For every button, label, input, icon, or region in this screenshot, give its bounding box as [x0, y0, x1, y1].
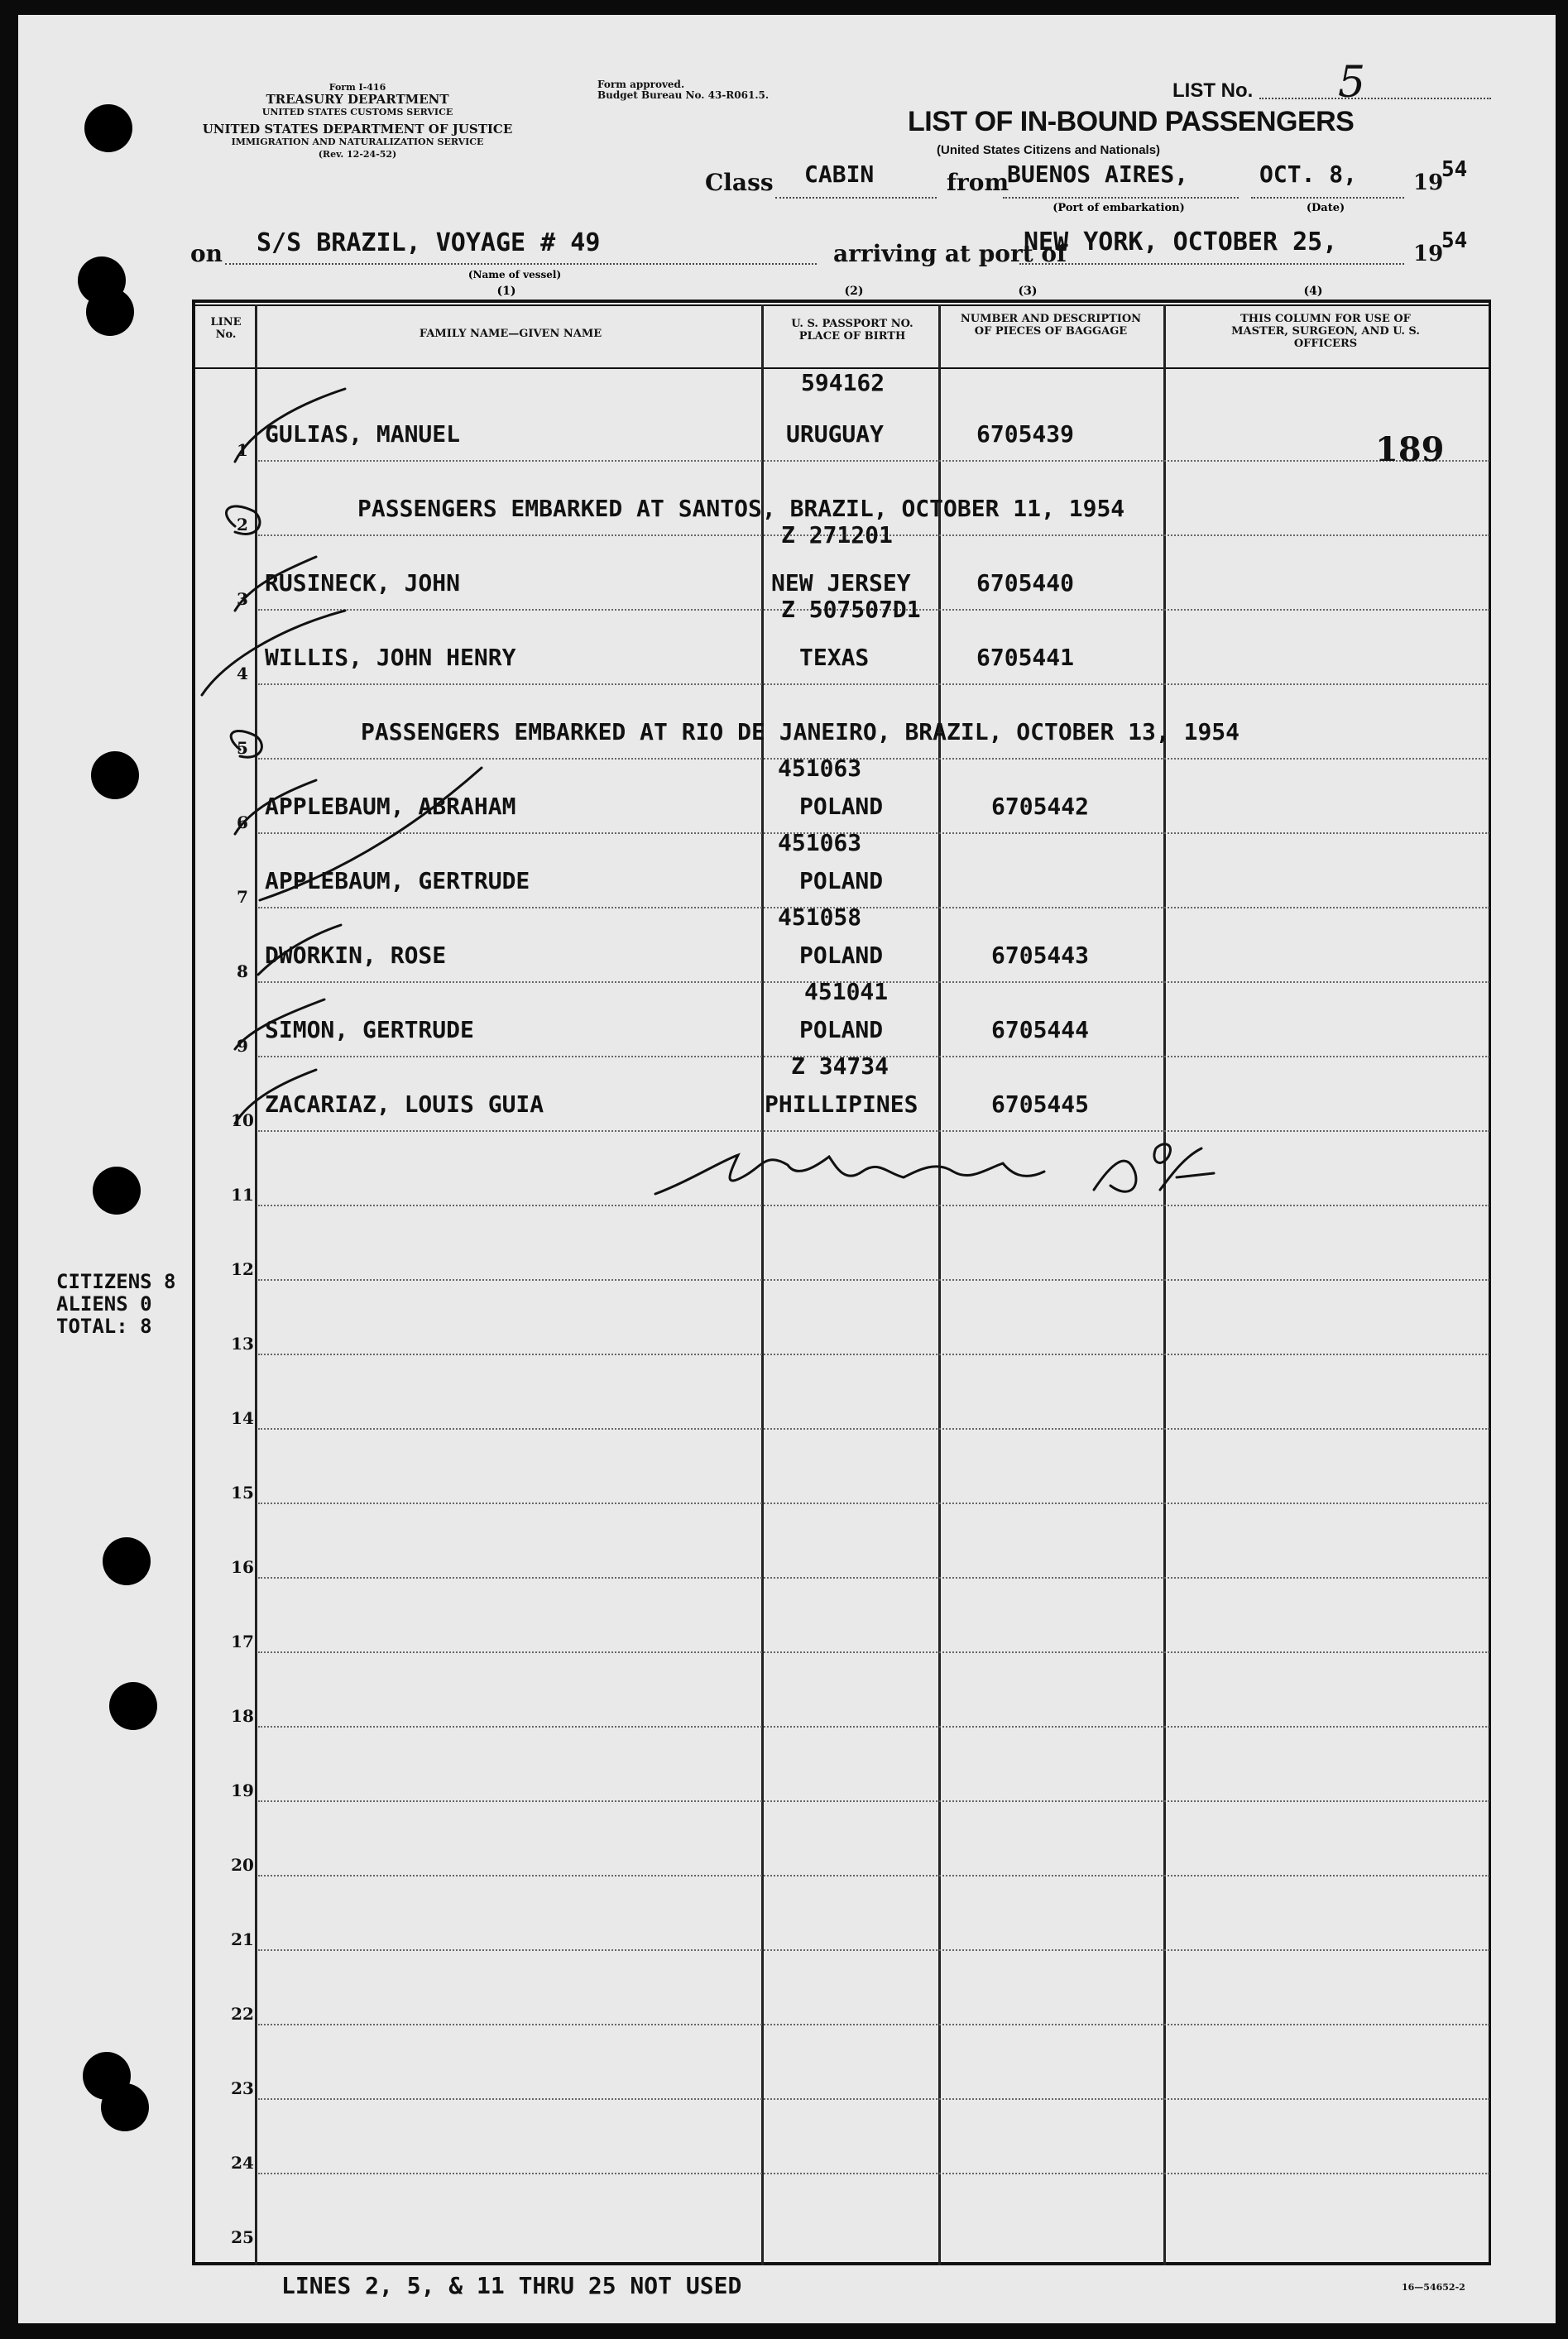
baggage-number: 6705442: [991, 793, 1090, 820]
place-of-birth: NEW JERSEY: [771, 569, 911, 597]
handwritten-marks: [18, 15, 1556, 2323]
manifest-page: [18, 15, 1556, 2323]
passenger-name: WILLIS, JOHN HENRY: [265, 644, 516, 671]
form-approved-label: Form approved.: [597, 79, 685, 90]
passenger-name: SIMON, GERTRUDE: [265, 1016, 474, 1043]
line-number: 15: [231, 1483, 254, 1503]
aliens-label: ALIENS: [56, 1292, 128, 1316]
baggage-number: 6705445: [991, 1090, 1090, 1118]
line-number: 4: [237, 664, 248, 683]
class-label: Class: [705, 169, 774, 196]
passenger-name: RUSINECK, JOHN: [265, 569, 461, 597]
check-mark: [235, 1070, 316, 1124]
column-header-name: FAMILY NAME—GIVEN NAME: [419, 328, 602, 340]
line-number: 17: [231, 1632, 254, 1651]
place-of-birth: PHILLIPINES: [765, 1090, 918, 1118]
passenger-name: GULIAS, MANUEL: [265, 420, 461, 448]
aliens-count: 0: [140, 1292, 152, 1316]
place-of-birth: TEXAS: [799, 644, 870, 671]
list-no-value: 5: [1338, 58, 1366, 108]
year-prefix: 19: [1413, 170, 1444, 195]
line-number: 2: [237, 515, 248, 534]
form-code: 16—54652-2: [1402, 2282, 1465, 2293]
ins-label: IMMIGRATION AND NATURALIZATION SERVICE: [231, 137, 484, 147]
on-label: on: [190, 240, 223, 267]
citizens-label: CITIZENS: [56, 1270, 152, 1293]
page-subtitle: (United States Citizens and Nationals): [937, 143, 1161, 157]
signature: [1094, 1161, 1136, 1191]
line-number: 16: [231, 1557, 254, 1577]
line-number: 21: [231, 1929, 254, 1949]
passport-number: Z 507507D1: [781, 596, 921, 623]
place-of-birth: POLAND: [799, 1016, 884, 1043]
check-mark: [235, 557, 316, 611]
line-number: 12: [231, 1259, 254, 1279]
place-of-birth: POLAND: [799, 867, 884, 894]
place-of-birth: POLAND: [799, 942, 884, 969]
line-number: 13: [231, 1334, 254, 1354]
from-label: from: [947, 169, 1009, 196]
page-title: LIST OF IN-BOUND PASSENGERS: [908, 106, 1355, 137]
tally-block: [56, 1271, 176, 1338]
vessel-name: S/S BRAZIL, VOYAGE # 49: [257, 228, 601, 257]
citizens-count: 8: [164, 1270, 176, 1293]
embarkation-note: PASSENGERS EMBARKED AT SANTOS, BRAZIL, OCTOBER 11, 1954: [357, 495, 1125, 522]
baggage-number: 6705443: [991, 942, 1090, 969]
total-count: 8: [140, 1315, 152, 1338]
signature: [655, 1155, 1044, 1194]
justice-label: UNITED STATES DEPARTMENT OF JUSTICE: [202, 122, 513, 137]
passport-number: 451063: [778, 755, 862, 782]
check-mark: [258, 925, 341, 975]
passport-number: Z 34734: [791, 1052, 889, 1080]
footer-note: LINES 2, 5, & 11 THRU 25 NOT USED: [281, 2272, 742, 2299]
treasury-label: TREASURY DEPARTMENT: [266, 92, 449, 107]
line-number: 25: [231, 2227, 254, 2247]
line-number: 3: [237, 589, 248, 609]
passport-number: 594162: [801, 369, 885, 396]
place-of-birth: POLAND: [799, 793, 884, 820]
year-prefix: 19: [1413, 242, 1444, 266]
check-mark: [202, 611, 345, 695]
signature: [1154, 1144, 1171, 1163]
line-number: 8: [237, 961, 248, 981]
passport-number: Z 271201: [781, 521, 893, 549]
check-mark: [260, 768, 482, 900]
line-number: 10: [231, 1110, 254, 1130]
baggage-number: 6705441: [976, 644, 1075, 671]
total-label: TOTAL:: [56, 1315, 128, 1338]
passenger-name: ZACARIAZ, LOUIS GUIA: [265, 1090, 544, 1118]
year-suffix: 54: [1441, 228, 1468, 253]
passport-number: 451063: [778, 829, 862, 856]
passenger-name: APPLEBAUM, GERTRUDE: [265, 867, 530, 894]
line-number: 14: [231, 1408, 254, 1428]
embarkation-note: PASSENGERS EMBARKED AT RIO DE JANEIRO, BRAZIL, OCTOBER 13, 1954: [361, 718, 1240, 745]
column-header-officers: THIS COLUMN FOR USE OF MASTER, SURGEON, AND U. S. OFFICERS: [1231, 313, 1420, 350]
baggage-number: 6705439: [976, 420, 1075, 448]
line-number: 11: [231, 1185, 254, 1205]
revision-label: (Rev. 12-24-52): [318, 149, 397, 160]
baggage-number: 6705444: [991, 1016, 1090, 1043]
check-mark: [235, 780, 316, 834]
line-number: 19: [231, 1781, 254, 1800]
column-number: (3): [1018, 285, 1038, 298]
officer-note: 189: [1375, 430, 1445, 469]
line-number: 6: [237, 812, 248, 832]
date-caption: (Date): [1306, 202, 1345, 214]
column-number: (1): [496, 285, 516, 298]
form-number: Form I-416: [328, 82, 386, 93]
line-number: 9: [237, 1036, 248, 1056]
place-of-birth: URUGUAY: [786, 420, 885, 448]
year-suffix: 54: [1441, 157, 1468, 182]
column-number: (2): [844, 285, 864, 298]
column-header-passport: U. S. PASSPORT NO. PLACE OF BIRTH: [791, 318, 913, 343]
line-number: 24: [231, 2153, 254, 2173]
check-mark: [235, 389, 345, 462]
class-value: CABIN: [804, 161, 875, 188]
line-number: 5: [237, 738, 248, 758]
list-no-label: LIST No.: [1172, 79, 1254, 102]
departure-date: OCT. 8,: [1259, 161, 1358, 188]
arrival-port-date: NEW YORK, OCTOBER 25,: [1024, 228, 1338, 256]
column-header-line: LINE No.: [210, 316, 242, 341]
arriving-label: arriving at port of: [833, 240, 1067, 267]
line-number: 23: [231, 2078, 254, 2098]
from-value: BUENOS AIRES,: [1007, 161, 1189, 188]
line-number: 7: [237, 887, 248, 907]
port-embarkation-caption: (Port of embarkation): [1053, 202, 1185, 214]
budget-bureau-label: Budget Bureau No. 43-R061.5.: [597, 89, 770, 101]
line-number: 18: [231, 1706, 254, 1726]
passenger-name: APPLEBAUM, ABRAHAM: [265, 793, 516, 820]
column-number: (4): [1303, 285, 1323, 298]
baggage-number: 6705440: [976, 569, 1075, 597]
passport-number: 451058: [778, 903, 862, 931]
circle-mark: [227, 506, 260, 534]
line-number: 22: [231, 2004, 254, 2024]
passport-number: 451041: [804, 978, 889, 1005]
passenger-name: DWORKIN, ROSE: [265, 942, 447, 969]
check-mark: [235, 999, 324, 1049]
circle-mark: [231, 731, 261, 757]
vessel-caption: (Name of vessel): [468, 269, 562, 280]
column-header-baggage: NUMBER AND DESCRIPTION OF PIECES OF BAGGAGE: [960, 313, 1142, 338]
customs-label: UNITED STATES CUSTOMS SERVICE: [261, 107, 453, 117]
line-number: 1: [237, 440, 248, 460]
line-number: 20: [231, 1855, 254, 1875]
